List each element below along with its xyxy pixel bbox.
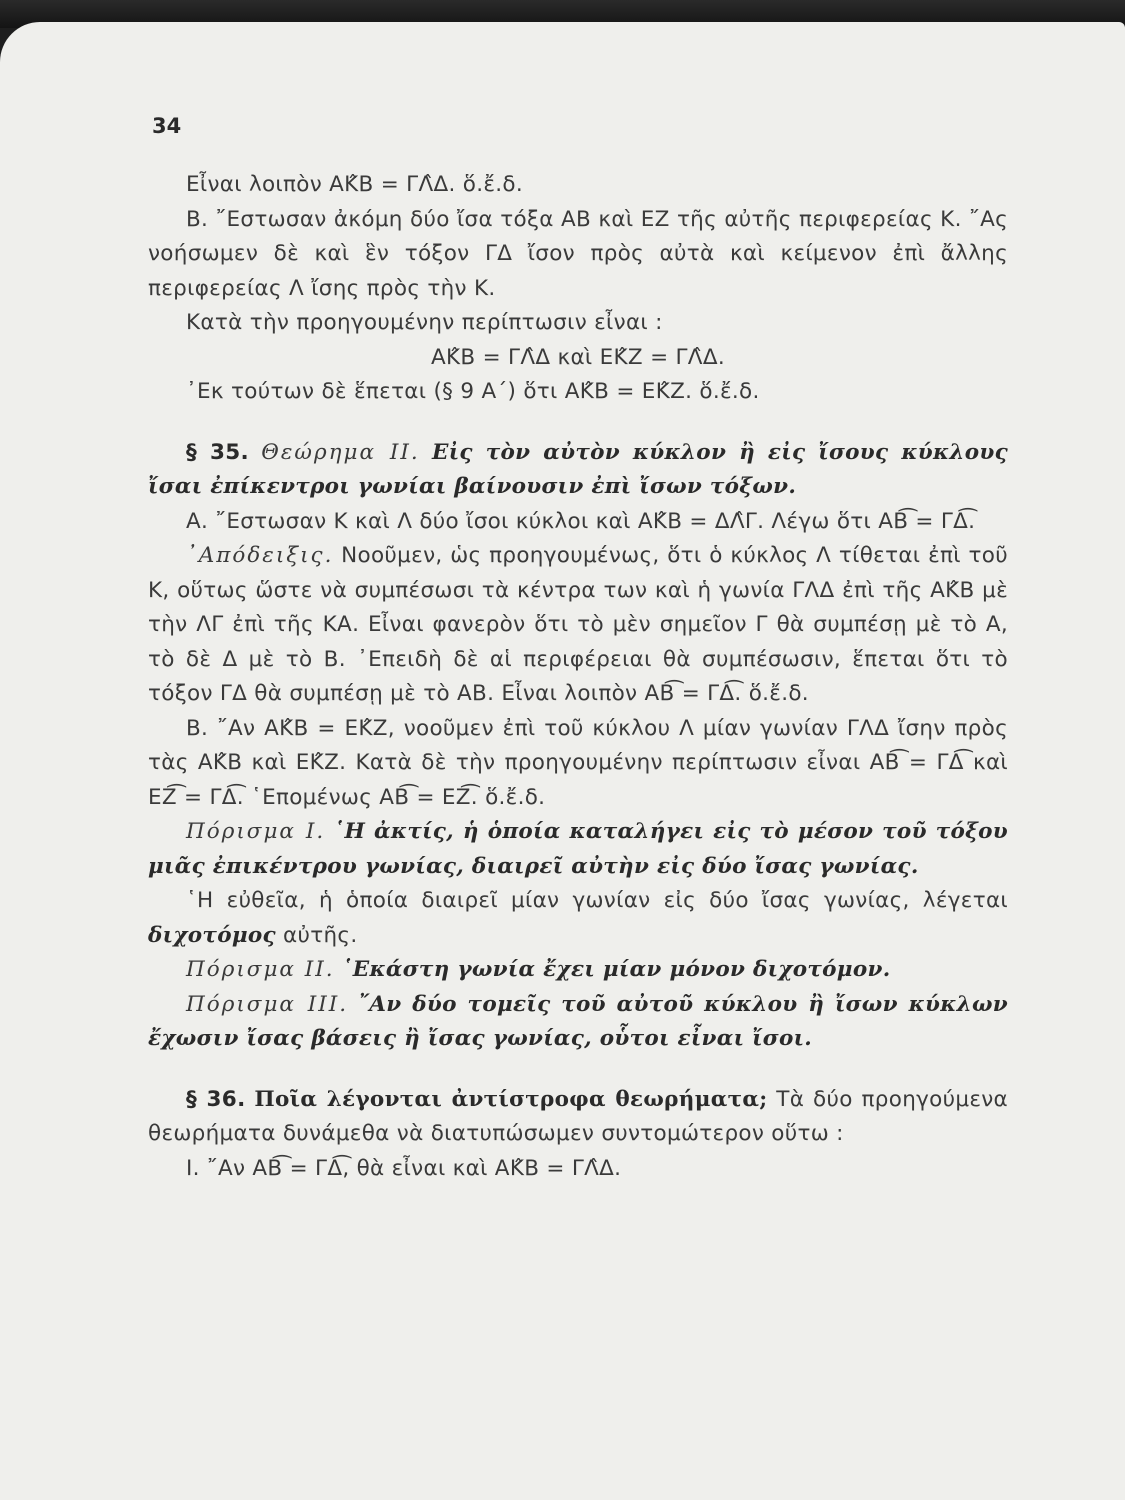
paragraph-conclusion: Εἶναι λοιπὸν ΑΚ̂Β = ΓΛ̂Δ. ὅ.ἔ.δ. [186,172,523,197]
paragraph-consequence: ᾽Εκ τούτων δὲ ἕπεται (§ 9 Α΄) ὅτι ΑΚ̂Β = ΕΚ̂Ζ. ὅ.ἔ.δ. [186,379,760,404]
corollary-3 [148,988,1008,1057]
paragraph-bisector-definition [148,884,1008,953]
theorem-2-label: Θεώρημα ΙΙ. [261,439,420,465]
corollary-2-label: Πόρισμα ΙΙ. [186,957,335,982]
paragraph-case-a: Α. ῎Εστωσαν Κ καὶ Λ δύο ἴσοι κύκλοι καὶ ΑΚ̂Β = ΔΛ̂Γ. Λέγω ὅτι ΑΒ͡ = ΓΔ͡. [186,508,976,534]
paragraph-statement-1: Ι. ῎Αν ΑΒ͡ = ΓΔ͡, θὰ εἶναι καὶ ΑΚ̂Β = ΓΛ̂Δ. [186,1155,622,1181]
corollary-2-statement: ῾Εκάστη γωνία ἔχει μίαν μόνον διχοτόμον. [341,957,891,982]
book-page [0,22,1125,1500]
bisector-text-b: αὐτῆς. [283,922,358,948]
paragraph-previous-case: Κατὰ τὴν προηγουμένην περίπτωσιν εἶναι : [186,310,663,335]
section-35-theorem [148,436,1008,505]
theorem-2-statement: Εἰς τὸν αὐτὸν κύκλον ἢ εἰς ἴσους κύκλους ἴσαι ἐπίκεντροι γωνίαι βαίνουσιν ἐπὶ ἴσων τόξων. [148,439,1009,499]
page-body [148,168,1008,1186]
section-36-number: § 36. [186,1086,246,1112]
corollary-1 [148,815,1008,884]
paragraph-case-b-converse: Β. ῎Αν ΑΚ̂Β = ΕΚ̂Ζ, νοοῦμεν ἐπὶ τοῦ κύκλου Λ μίαν γωνίαν ΓΛΔ ἴσην πρὸς τὰς ΑΚ̂Β καὶ ΕΚ̂Ζ. Κατὰ δὲ τὴν προηγουμένην περίπτωσιν εἶναι ΑΒ͡ = ΓΔ͡ καὶ ΕΖ͡ = ΓΔ͡. ῾Επομένως ΑΒ͡ = ΕΖ͡. ὅ.ἔ.δ. [148,715,1008,810]
bisector-text-a: ῾Η εὐθεῖα, ἡ ὁποία διαιρεῖ μίαν γωνίαν εἰς δύο ἴσας γωνίας, λέγεται [186,888,1008,913]
equation-display: ΑΚ̂Β = ΓΛ̂Δ καὶ ΕΚ̂Ζ = ΓΛ̂Δ. [431,344,725,370]
proof-label: ᾽Απόδειξις. [186,543,334,568]
section-35-number: § 35. [186,439,249,465]
section-36-text: Τὰ δύο προηγούμενα θεωρήματα δυνάμεθα νὰ διατυπώσωμεν συντομώτερον οὕτω : [148,1086,1009,1146]
corollary-2 [148,953,1008,988]
bisector-term: διχοτόμος [148,922,276,948]
proof-text: Νοοῦμεν, ὡς προηγουμένως, ὅτι ὁ κύκλος Λ τίθεται ἐπὶ τοῦ Κ, οὕτως ὥστε νὰ συμπέσωσι τὰ κέντρα των καὶ ἡ γωνία ΓΛΔ ἐπὶ τῆς ΑΚ̂Β μὲ τὴν ΛΓ ἐπὶ τῆς ΚΑ. Εἶναι φανερὸν ὅτι τὸ μὲν σημεῖον Γ θὰ συμπέσῃ μὲ τὸ Α, τὸ δὲ Δ μὲ τὸ Β. ᾽Επειδὴ δὲ αἱ περιφέρειαι θὰ συμπέσωσιν, ἕπεται ὅτι τὸ τόξον ΓΔ θὰ συμπέσῃ μὲ τὸ ΑΒ. Εἶναι λοιπὸν ΑΒ͡ = ΓΔ͡. ὅ.ἔ.δ. [148,543,1008,706]
page-number: 34 [152,114,182,138]
corollary-3-label: Πόρισμα ΙΙΙ. [186,991,349,1017]
section-36-title: Ποῖα λέγονται ἀντίστροφα θεωρήματα; [254,1086,768,1112]
section-36 [148,1083,1008,1152]
corollary-1-statement: ῾Η ἀκτίς, ἡ ὁποία καταλήγει εἰς τὸ μέσον τοῦ τόξου μιᾶς ἐπικέντρου γωνίας, διαιρεῖ αὐτὴν εἰς δύο ἴσας γωνίας. [148,819,1008,879]
paragraph-case-b: Β. ῎Εστωσαν ἀκόμη δύο ἴσα τόξα ΑΒ καὶ ΕΖ τῆς αὐτῆς περιφερείας Κ. ῎Ας νοήσωμεν δὲ καὶ ἓν τόξον ΓΔ ἴσον πρὸς αὐτὰ καὶ κείμενον ἐπὶ ἄλλης περιφερείας Λ ἴσης πρὸς τὴν Κ. [148,206,1008,301]
corollary-1-label: Πόρισμα Ι. [186,819,326,844]
paragraph-proof [148,539,1008,712]
corollary-3-statement: ῎Αν δύο τομεῖς τοῦ αὐτοῦ κύκλου ἢ ἴσων κύκλων ἔχωσιν ἴσας βάσεις ἢ ἴσας γωνίας, οὗτοι εἶναι ἴσοι. [148,991,1008,1051]
